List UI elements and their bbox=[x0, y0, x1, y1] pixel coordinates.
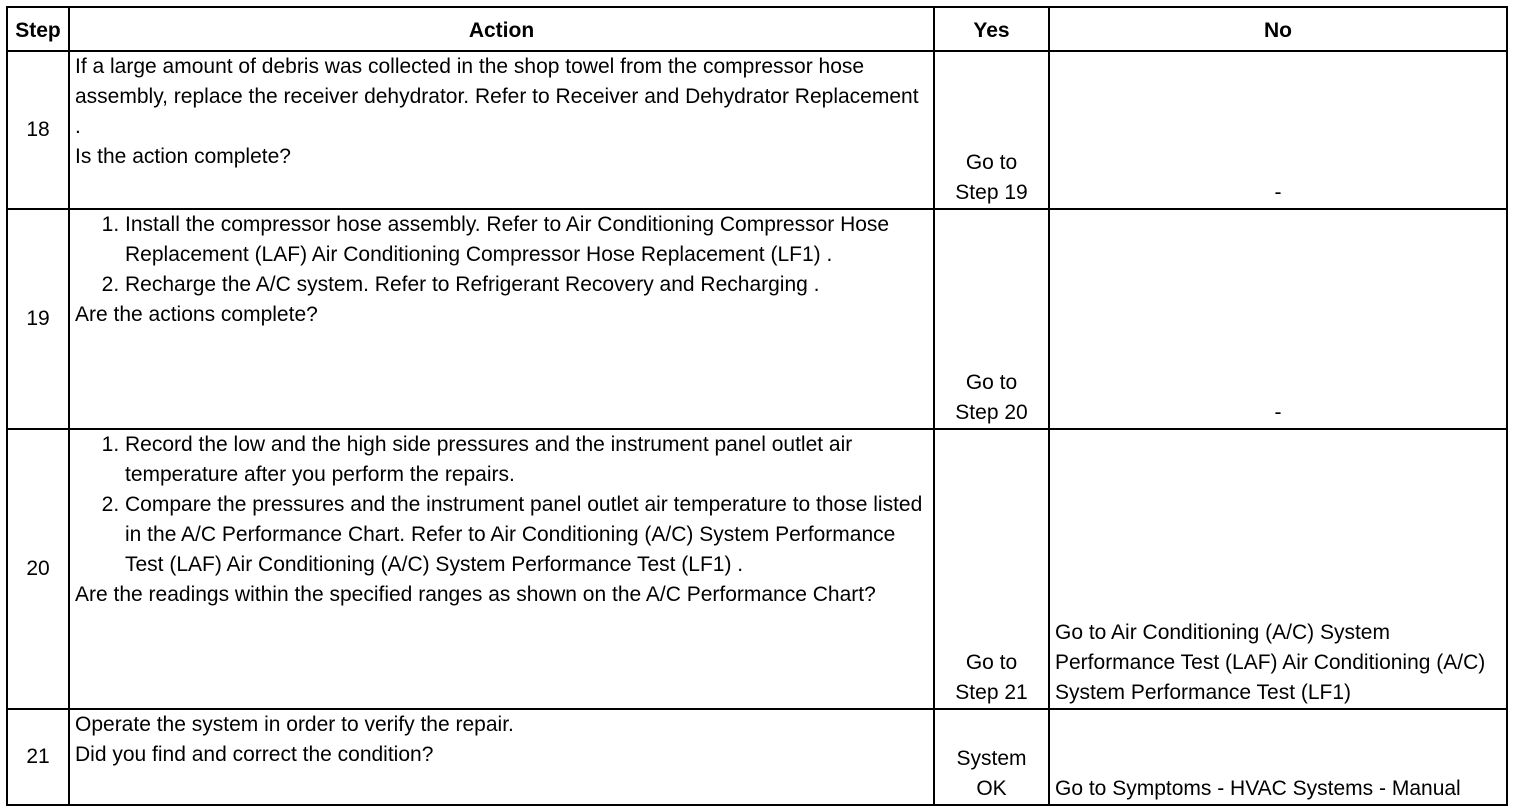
yes-cell bbox=[934, 209, 1049, 429]
no-cell: - bbox=[1049, 209, 1507, 429]
diagnostic-table bbox=[6, 6, 1508, 806]
action-question: Are the readings within the specified ranges as shown on the A/C Performance Chart? bbox=[75, 583, 876, 606]
action-question: Are the actions complete? bbox=[75, 303, 318, 326]
yes-line-2: Step 19 bbox=[955, 181, 1028, 204]
header-action: Action bbox=[69, 7, 934, 51]
step-number: 19 bbox=[7, 209, 69, 429]
action-question: Did you find and correct the condition? bbox=[75, 743, 434, 766]
yes-cell bbox=[934, 51, 1049, 209]
action-cell bbox=[69, 709, 934, 805]
yes-line-1: Go to bbox=[965, 651, 1018, 674]
yes-line-1: Go to bbox=[965, 151, 1018, 174]
no-cell: Go to Symptoms - HVAC Systems - Manual bbox=[1049, 709, 1507, 805]
step-number: 20 bbox=[7, 429, 69, 709]
action-list-item: 2. Recharge the A/C system. Refer to Refrigerant Recovery and Recharging . bbox=[125, 270, 928, 300]
step-number: 21 bbox=[7, 709, 69, 805]
action-text: If a large amount of debris was collected in the shop towel from the compressor hose assembly, replace the receiver dehydrator. Refer to Receiver and Dehydrator Replacement . bbox=[75, 55, 919, 138]
no-cell: - bbox=[1049, 51, 1507, 209]
header-row bbox=[7, 7, 1507, 51]
table-row bbox=[7, 709, 1507, 805]
yes-cell bbox=[934, 709, 1049, 805]
yes-line-1: Go to bbox=[965, 371, 1018, 394]
yes-line-2: Step 21 bbox=[955, 681, 1028, 704]
action-list-item: 1. Record the low and the high side pressures and the instrument panel outlet air temperature after you perform the repairs. bbox=[125, 430, 928, 490]
action-list bbox=[75, 210, 928, 300]
action-text: Operate the system in order to verify the repair. bbox=[75, 713, 514, 736]
table-row bbox=[7, 51, 1507, 209]
yes-line-2: Step 20 bbox=[955, 401, 1028, 424]
action-cell bbox=[69, 209, 934, 429]
yes-line-1: System bbox=[956, 747, 1027, 770]
yes-line-2: OK bbox=[976, 777, 1007, 800]
action-cell bbox=[69, 51, 934, 209]
action-list-item: 2. Compare the pressures and the instrument panel outlet air temperature to those listed in the A/C Performance Chart. Refer to Air Conditioning (A/C) System Performance Test (LAF) Air Conditioning (A/C) System Performance Test (LF1) . bbox=[125, 490, 928, 580]
table-row bbox=[7, 429, 1507, 709]
header-no: No bbox=[1049, 7, 1507, 51]
no-cell: Go to Air Conditioning (A/C) System Performance Test (LAF) Air Conditioning (A/C) System Performance Test (LF1) bbox=[1049, 429, 1507, 709]
action-list-item: 1. Install the compressor hose assembly. Refer to Air Conditioning Compressor Hose Replacement (LAF) Air Conditioning Compressor Hose Replacement (LF1) . bbox=[125, 210, 928, 270]
yes-cell bbox=[934, 429, 1049, 709]
action-cell bbox=[69, 429, 934, 709]
step-number: 18 bbox=[7, 51, 69, 209]
header-step: Step bbox=[7, 7, 69, 51]
header-yes: Yes bbox=[934, 7, 1049, 51]
action-question: Is the action complete? bbox=[75, 145, 291, 168]
table-row bbox=[7, 209, 1507, 429]
action-list bbox=[75, 430, 928, 580]
